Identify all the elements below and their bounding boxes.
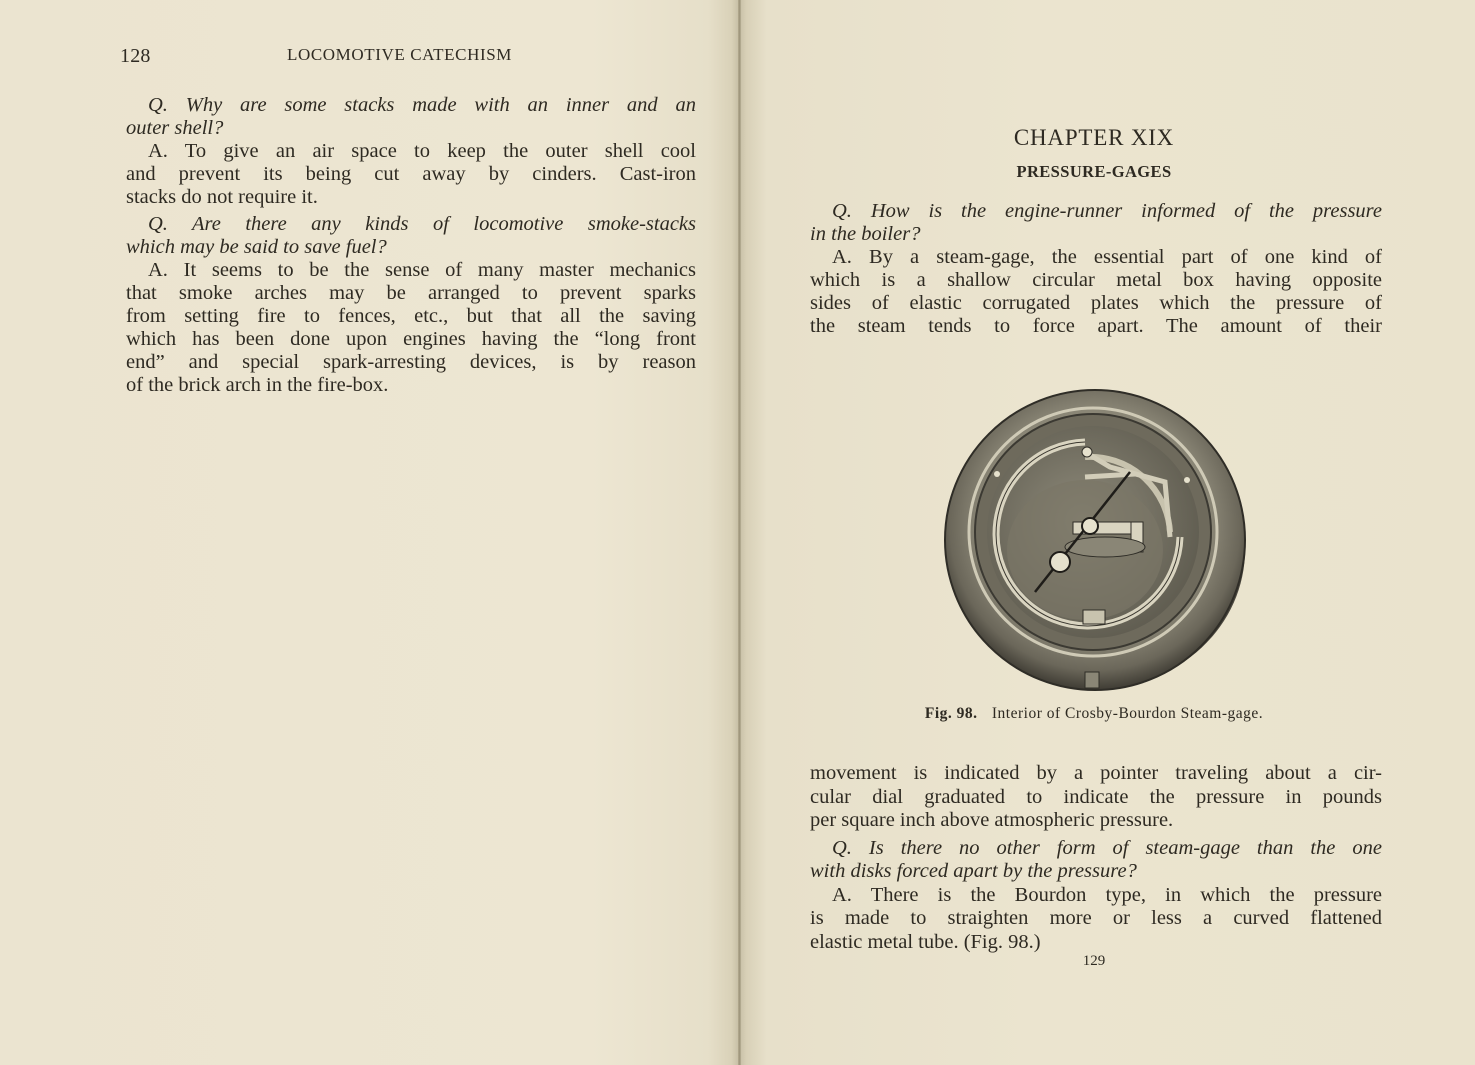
page-number-right: 129 — [1082, 953, 1106, 969]
question-line: Q. Why are some stacks made with an inner and an — [148, 94, 696, 116]
answer-line: that smoke arches may be arranged to prevent sparks — [126, 282, 696, 304]
question-line: with disks forced apart by the pressure? — [810, 860, 1137, 882]
question-line: in the boiler? — [810, 223, 921, 245]
steam-gage-figure — [935, 382, 1255, 694]
answer-line: movement is indicated by a pointer traveling about a cir- — [810, 762, 1382, 784]
running-head: LOCOMOTIVE CATECHISM — [287, 45, 512, 64]
question-line: Q. Are there any kinds of locomotive smoke-stacks — [148, 213, 696, 235]
answer-line: from setting fire to fences, etc., but that all the saving — [126, 305, 696, 327]
page-number-left: 128 — [120, 45, 151, 67]
answer-line: is made to straighten more or less a curved flattened — [810, 907, 1382, 929]
question-line: outer shell? — [126, 117, 224, 139]
figure-caption-text: Interior of Crosby-Bourdon Steam-gage. — [991, 705, 1264, 722]
chapter-title: CHAPTER XIX — [1013, 125, 1175, 150]
answer-line: A. By a steam-gage, the essential part of one kind of — [832, 246, 1382, 268]
right-page — [740, 0, 1475, 1065]
answer-line: cular dial graduated to indicate the pressure in pounds — [810, 785, 1382, 808]
answer-line: of the brick arch in the fire-box. — [126, 374, 389, 396]
answer-line: and prevent its being cut away by cinders. Cast-iron — [126, 163, 696, 185]
answer-line: A. There is the Bourdon type, in which the pressure — [832, 883, 1382, 906]
answer-line: A. It seems to be the sense of many master mechanics — [148, 259, 696, 281]
steam-gage-illustration-icon — [935, 382, 1255, 694]
answer-line: A. To give an air space to keep the outer shell cool — [148, 140, 696, 162]
answer-line: stacks do not require it. — [126, 186, 318, 208]
answer-line: which has been done upon engines having the “long front — [126, 328, 696, 350]
figure-label: Fig. 98. — [924, 705, 978, 722]
answer-line: per square inch above atmospheric pressure. — [810, 809, 1174, 831]
chapter-subtitle: PRESSURE-GAGES — [1016, 162, 1172, 181]
answer-line: elastic metal tube. (Fig. 98.) — [810, 930, 1041, 953]
figure-caption — [740, 705, 1448, 723]
answer-line: which is a shallow circular metal box having opposite — [810, 269, 1382, 291]
answer-line: end” and special spark-arresting devices, is by reason — [126, 351, 696, 373]
answer-line: sides of elastic corrugated plates which the pressure of — [810, 292, 1382, 314]
question-line: Q. How is the engine-runner informed of the pressure — [832, 200, 1382, 222]
question-line: which may be said to save fuel? — [126, 236, 387, 258]
question-line: Q. Is there no other form of steam-gage than the one — [832, 836, 1382, 859]
answer-line: the steam tends to force apart. The amount of their — [810, 315, 1382, 337]
